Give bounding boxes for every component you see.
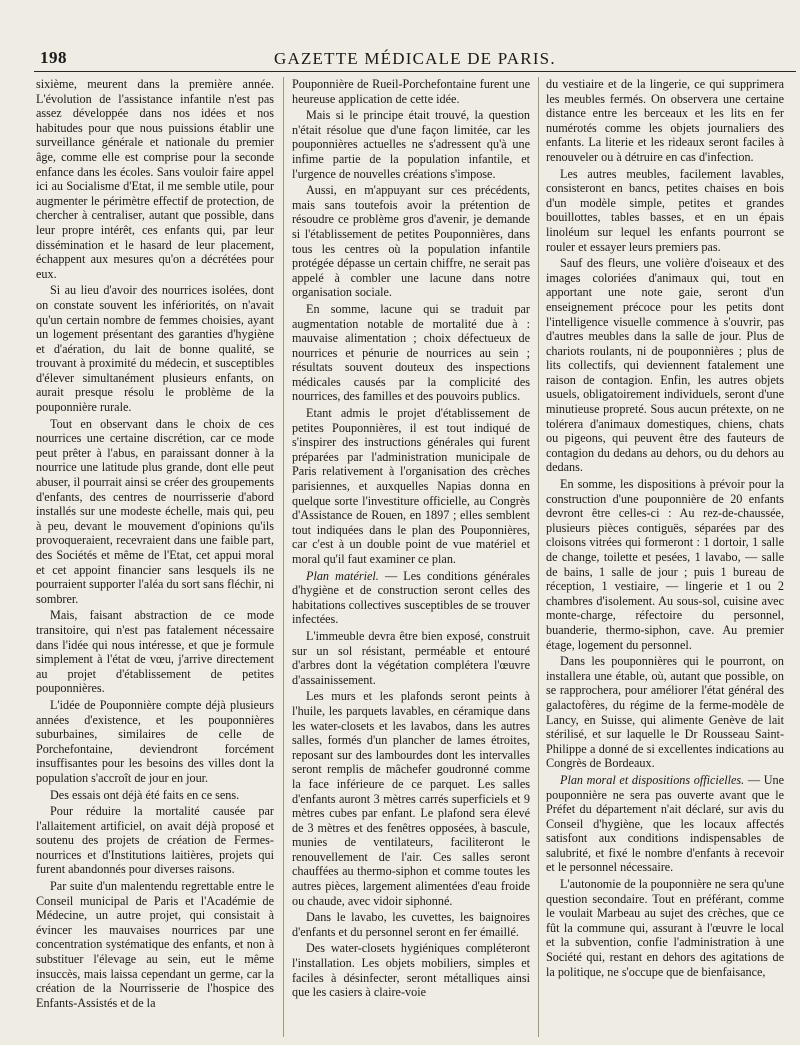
text-column-2 [292,77,530,1002]
paragraph: En somme, les dispositions à prévoir pour la construction d'une pouponnière de 20 enfants devront être celles-ci : Au rez-de-chaussée, plusieurs pièces contiguës, séparées par des cloisons vitrées qui formeront : 1 dortoir, 1 salle de change, toilette et pesées, 1 lavabo, — salle de bains, 1 salle de jour ; puis 1 bureau de réception, 1 vestiaire, — lingerie et 1 ou 2 chambres d'isolement. Au sous-sol, cuisine avec monte-charge, réfectoire du personnel, buanderie, thermo-siphon, cave. Au premier étage, logement du personnel. [546,477,784,652]
paragraph: Etant admis le projet d'établissement de petites Pouponnières, il est tout indiqué de s'inspirer des instructions générales qui furent préparées par l'administration municipale de Paris relativement à l'organisation des crèches parisiennes, et auxquelles Napias donna en quelque sorte l'investiture officielle, au Congrès d'Assistance de Rouen, en 1897 ; elles semblent tout indiquées dans le plan des Pouponnières, car c'est à un double point de vue matériel et moral qu'il faut examiner ce plan. [292,406,530,566]
paragraph: Sauf des fleurs, une volière d'oiseaux et des images coloriées d'animaux qui, tout en apportant une note gaie, seront d'un enseignement précoce pour les petits dont l'intelligence visuelle commence à s'ouvrir, pas d'autres meubles dans la salle de jour. Plus de chariots roulants, ni de pouponnières ; plus de lits collectifs, qui deviennent fatalement une raison de contagion. Enfin, les autres objets usuels, obligatoirement individuels, seront d'une minutieuse propreté. Sous aucun prétexte, on ne tolérera d'animaux domestiques, chiens, chats ou pigeons, qui peuvent être des fauteurs de contagion du dedans au dehors, ou du dehors au dedans. [546,256,784,475]
section-plan-moral: Plan moral et dispositions officielles. — Une pouponnière ne sera pas ouverte avant que le Préfet du département n'ait déclaré, sur avis du Conseil d'hygiène, que les locaux affectés satisfont aux conditions indispensables de salubrité, et fixé le nombre d'enfants à recevoir et le personnel nécessaire. [546,772,784,875]
paragraph: Dans les pouponnières qui le pourront, on installera une étable, où, autant que possible, on se rapprochera, pour améliorer l'état général des galactofères, du régime de la ferme-modèle de Lancy, en Suisse, qui alimente Genève de lait stérilisé, et sur laquelle le Dr Rousseau Saint-Philippe a donné de si excellentes indications au Congrès de Bordeaux. [546,654,784,771]
page-number: 198 [40,48,67,67]
column-divider [538,77,539,1037]
header-rule [34,71,796,72]
text-column-3 [546,77,784,981]
paragraph: Dans le lavabo, les cuvettes, les baignoires d'enfants et du personnel seront en fer émaillé. [292,910,530,939]
paragraph: Pouponnière de Rueil-Porchefontaine furent une heureuse application de cette idée. [292,77,530,106]
section-plan-materiel: Plan matériel. — Les conditions générales d'hygiène et de construction seront celles des habitations collectives susceptibles de se trouver infectées. [292,568,530,627]
paragraph: Mais si le principe était trouvé, la question n'était résolue que d'une façon limitée, car les pouponnières actuelles ne s'adressent qu'à une infime partie de la population infantile, et l'urgence de nouvelles créations s'impose. [292,108,530,181]
paragraph: Si au lieu d'avoir des nourrices isolées, dont on constate souvent les infériorités, on n'avait qu'un certain nombre de femmes choisies, ayant un logement présentant des garanties d'hygiène et d'aération, du lait de bonne qualité, se trouvant à proximité du médecin, et susceptibles d'élever simultanément plusieurs enfants, on aurait presque résolu le problème de la pouponnière rurale. [36,283,274,415]
paragraph: Mais, faisant abstraction de ce mode transitoire, qui n'est pas fatalement nécessaire dans l'idée qui nous intéresse, et que je formule simplement à l'état de vœu, j'arrive directement au projet d'établissement de petites pouponnières. [36,608,274,696]
text-column-1 [36,77,274,1012]
paragraph: Aussi, en m'appuyant sur ces précédents, mais sans toutefois avoir la prétention de résoudre ce problème gros d'avenir, je demande si l'établissement de petites Pouponnières, dans tous les centres où la population infantile protégée dépasse un certain chiffre, ne serait pas appelé à combler une lacune dans notre organisation sociale. [292,183,530,300]
paragraph: Pour réduire la mortalité causée par l'allaitement artificiel, on avait déjà proposé et soutenu des projets de création de Fermes-nourrices et d'Institutions laitières, projets qui furent abandonnés pour diverses raisons. [36,804,274,877]
paragraph: Les murs et les plafonds seront peints à l'huile, les parquets lavables, en céramique dans les water-closets et les lavabos, dans les autres salles, formés d'un plancher de lames étroites, reposant sur des lambourdes dont les intervalles seront remplis de mâchefer goudronné comme la face inférieure de ce parquet. Les salles d'enfants auront 3 mètres carrés superficiels et 9 mètres cubes par enfant. Le plafond sera élevé de 3 mètres et des fenêtres opposées, à bascule, munies de ventilateurs, faciliteront le renouvellement de l'air. Ces salles seront chauffées au thermo-siphon et comme toutes les autres pièces, largement alimentées d'eau froide ou chaude, avec vidoir siphonné. [292,689,530,908]
paragraph: L'idée de Pouponnière compte déjà plusieurs années d'existence, et les pouponnières suburbaines, similaires de celle de Porchefontaine, deviendront forcément insuffisantes pour les besoins des villes dont la population s'accroît de jour en jour. [36,697,274,785]
paragraph: Les autres meubles, facilement lavables, consisteront en bancs, petites chaises en bois d'un modèle simple, petites et grandes bouillottes, tables basses, et en un épais linoléum sur lequel les enfants pourront se rouler et essayer leurs premiers pas. [546,166,784,254]
paragraph: L'autonomie de la pouponnière ne sera qu'une question secondaire. Tout en préférant, comme le voulait Marbeau au sujet des crèches, que ce fût la commune qui, assurant à l'œuvre le local et la subvention, confie l'administration à une Société qui, restant en dehors des agitations de la politique, ne s'occupe que de bienfaisance, [546,877,784,979]
paragraph: Des essais ont déjà été faits en ce sens. [50,787,240,802]
paragraph: Tout en observant dans le choix de ces nourrices une certaine discrétion, car ce mode peut prêter à l'abus, en paraissant donner à la nourrice une latitude plus grande, dont elle peut abuser, il pourrait ainsi se créer des groupements d'enfants, des centres de nourrisserie d'abord installés sur une modeste échelle, mais qui, peu à peu, devant le mouvement d'opinions qu'ils provoqueraient, recevraient dans une faible part, des Sociétés et même de l'Etat, cet appui moral et cet appoint financier sans lesquels ils ne pourraient supporter l'aléa du sort sans fléchir, ni sombrer. [36,416,274,606]
page-header [34,46,794,70]
paragraph: sixième, meurent dans la première année. L'évolution de l'assistance infantile n'est pas assez développée dans nos idées et nos habitudes pour que nous puissions établir une surveillance générale et nationale du premier âge, comme elle est comprise pour la seconde enfance dans les écoles. Sans vouloir faire appel ici au Socialisme d'Etat, il me semble utile, pour augmenter le périmètre effectif de protection, de chercher à centraliser, autant que possible, dans leur propre intérêt, ces enfants qui, par leur dissémination et le hasard de leur placement, échappent aux mesures qu'on a décrétées pour eux. [36,77,274,281]
paragraph: L'immeuble devra être bien exposé, construit sur un sol résistant, perméable et entouré d'arbres dont la végétation complétera l'œuvre d'assainissement. [292,628,530,687]
running-title: GAZETTE MÉDICALE DE PARIS. [274,49,556,68]
column-divider [283,77,284,1037]
paragraph: du vestiaire et de la lingerie, ce qui supprimera les meubles fermés. On observera une certaine distance entre les berceaux et les lits en fer numérotés comme les objets journaliers des enfants. La literie et les rideaux seront faciles à renouveler ou à détruire en cas d'infection. [546,77,784,164]
paragraph: En somme, lacune qui se traduit par augmentation notable de mortalité due à : mauvaise alimentation ; choix défectueux de nourrices et pénurie de nourrices au sein ; résultats souvent douteux des inspections médicales causés par la complicité des nourrices, des familles et des pouvoirs publics. [292,301,530,404]
paragraph: Des water-closets hygiéniques compléteront l'installation. Les objets mobiliers, simples et faciles à désinfecter, seront métalliques ainsi que les casiers à claire-voie [292,941,530,1000]
paragraph: Par suite d'un malentendu regrettable entre le Conseil municipal de Paris et l'Académie de Médecine, un autre projet, qui consistait à évincer les mauvaises nourrices par une concentration systématique des enfants, et non à substituer l'élevage au sein, eut le même insuccès, mais laissa cependant un germe, car la création de la Nourrisserie de l'hospice des Enfants-Assistés et de la [36,879,274,1010]
